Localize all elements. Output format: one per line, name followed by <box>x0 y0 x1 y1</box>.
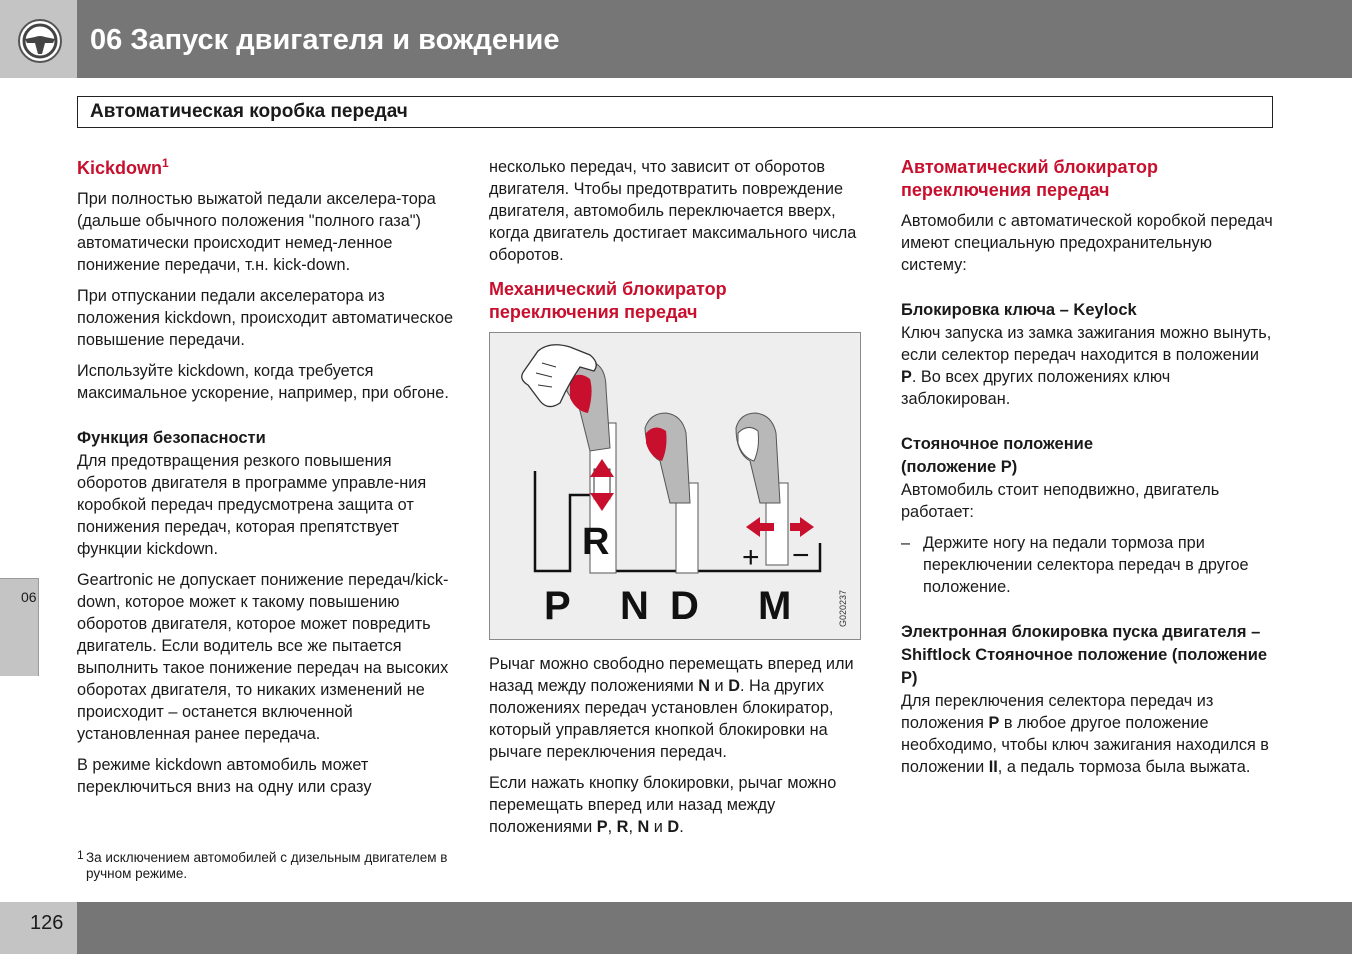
list-item-text: Держите ногу на педали тормоза при переключении селектора передач в другое положение. <box>923 534 1249 596</box>
gate-label-p: P <box>544 584 571 628</box>
chapter-side-tab <box>0 578 39 676</box>
auto-lock-heading: Автоматический блокиратор переключения передач <box>901 157 1159 200</box>
chapter-title: 06 Запуск двигателя и вождение <box>90 24 560 56</box>
position-n: N <box>698 677 711 695</box>
shiftlock-heading: Электронная блокировка пуска двигателя – Shiftlock Стояночное положение (положение P) <box>901 623 1268 687</box>
gate-label-d: D <box>670 584 699 628</box>
footer-bar <box>0 902 1352 954</box>
park-paragraph: Автомобиль стоит неподвижно, двигатель работает: <box>901 481 1220 521</box>
position-p: P <box>596 818 608 836</box>
position-d: D <box>667 818 680 836</box>
text-run: Рычаг можно свободно перемещать вперед или назад между положениями <box>489 655 854 695</box>
text-run: Ключ запуска из замка зажигания можно вынуть, если селектор передач находится в положении <box>901 324 1272 364</box>
mechanical-lock-heading: Механический блокиратор переключения передач <box>489 279 727 322</box>
gate-label-plus: + <box>742 541 760 574</box>
footnote-ref: 1 <box>162 156 169 170</box>
safety-heading: Функция безопасности <box>77 429 266 447</box>
footnote-text: За исключением автомобилей с дизельным двигателем в ручном режиме. <box>86 850 448 881</box>
text-run: . <box>679 818 684 836</box>
section-title: Автоматическая коробка передач <box>90 101 408 122</box>
gate-label-r: R <box>582 521 610 563</box>
text-run: Если нажать кнопку блокировки, рычаг можно перемещать вперед или назад между положениями <box>489 774 837 836</box>
kickdown-heading <box>77 152 457 180</box>
position-p: P <box>901 368 912 386</box>
gate-label-n: N <box>620 584 649 628</box>
gate-label-m: M <box>758 584 792 628</box>
column-3 <box>901 156 1276 787</box>
kickdown-heading-text: Kickdown <box>77 158 163 178</box>
footnote <box>77 850 457 882</box>
continued-paragraph: несколько передач, что зависит от оборотов двигателя. Чтобы предотвратить повреждение двигателя, автомобиль переключается вверх, когда двигатель достигает максимального числа оборотов. <box>489 158 857 264</box>
park-heading-line-2: (положение P) <box>901 458 1018 476</box>
keylock-paragraph <box>901 322 1276 410</box>
kickdown-paragraph-3: Используйте kickdown, когда требуется максимальное ускорение, например, при обгоне. <box>77 362 449 402</box>
column-2 <box>489 156 861 332</box>
gate-label-minus: − <box>792 539 810 572</box>
keylock-heading: Блокировка ключа – Keylock <box>901 301 1137 319</box>
section-header-box <box>77 96 1273 128</box>
text-run: . Во всех других положениях ключ заблокирован. <box>901 368 1171 408</box>
gear-selector-figure <box>489 332 861 640</box>
text-run: . На других положениях передач установлен блокиратор, который управляется кнопкой блокировки на рычаге переключения передач. <box>489 677 834 761</box>
column-1 <box>77 152 457 807</box>
auto-lock-paragraph: Автомобили с автоматической коробкой передач имеют специальную предохранительную систему: <box>901 212 1273 274</box>
list-item <box>901 532 1276 598</box>
position-n: N <box>637 818 650 836</box>
position-d: D <box>728 677 740 695</box>
safety-paragraph-1: Для предотвращения резкого повышения оборотов двигателя в программе управле-ния коробкой передач предусмотрена защита от понижения передач, которая препятствует функции kickdown. <box>77 452 427 558</box>
position-p: P <box>988 714 1000 732</box>
logo-box <box>0 0 77 78</box>
column-2-lower <box>489 653 861 847</box>
figure-code: G020237 <box>838 589 848 627</box>
text-run: , а педаль тормоза была выжата. <box>997 758 1251 776</box>
kickdown-paragraph-2: При отпускании педали акселератора из положения kickdown, происходит автоматическое повышение передачи. <box>77 287 454 349</box>
text-run: Для переключения селектора передач из положения <box>901 692 1214 732</box>
position-r: R <box>616 818 629 836</box>
dash-marker: – <box>901 534 911 552</box>
position-ii: II <box>988 758 998 776</box>
mechanical-paragraph-2 <box>489 772 861 838</box>
side-tab-label: 06 <box>21 589 37 605</box>
safety-paragraph-3: В режиме kickdown автомобиль может переключиться вниз на одну или сразу <box>77 756 372 796</box>
safety-paragraph-2: Geartronic не допускает понижение передач/kick-down, которое может к такому повышению оборотов двигателя, которое может повредить двигатель. Если водитель все же пытается выполнить такое понижение передач на высоких оборотах двигателя, то никаких изменений не происходит – останется включенной установленная ранее передача. <box>77 571 449 743</box>
footnote-number: 1 <box>77 848 84 862</box>
shiftlock-paragraph <box>901 690 1276 778</box>
text-run: и <box>710 677 729 695</box>
text-run: , <box>607 818 617 836</box>
text-run: , <box>628 818 638 836</box>
mechanical-paragraph-1 <box>489 653 861 763</box>
gear-selector-illustration <box>490 333 860 639</box>
page-number: 126 <box>30 912 64 934</box>
text-run: и <box>649 818 668 836</box>
kickdown-paragraph-1: При полностью выжатой педали акселера-тора (дальше обычного положения "полного газа") автоматически происходит немед-ленное понижение передачи, т.н. kick-down. <box>77 190 436 274</box>
steering-wheel-icon <box>17 18 63 64</box>
text-run: в любое другое положение необходимо, чтобы ключ зажигания находился в положении <box>901 714 1269 776</box>
park-heading-line-1: Стояночное положение <box>901 435 1093 453</box>
